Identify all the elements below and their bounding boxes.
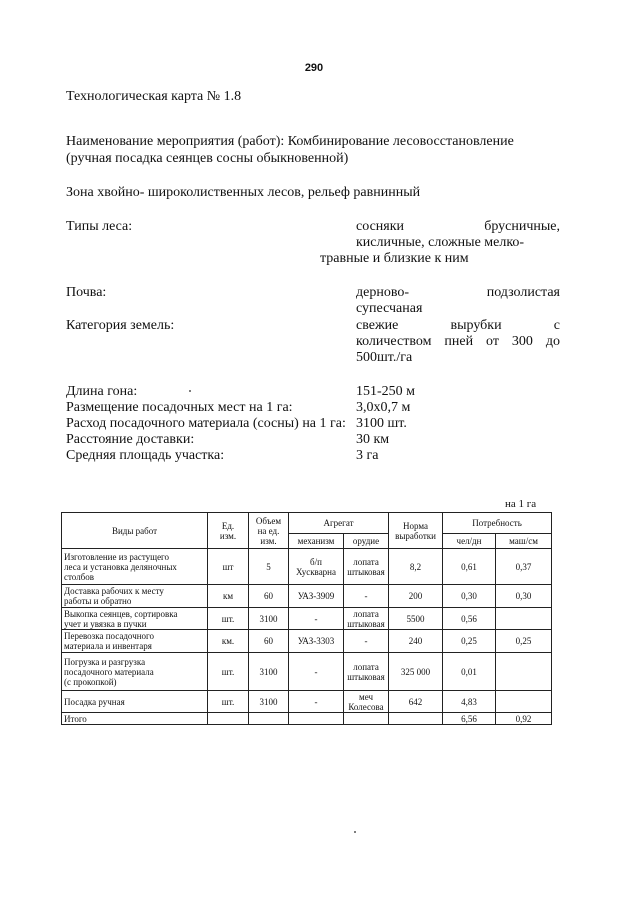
volume-cell: 3100 [249, 653, 289, 691]
mechanism-cell: - [289, 691, 344, 713]
man-days-cell: 0,61 [443, 549, 496, 585]
table-row [62, 653, 552, 691]
land-category-line-1: свежие вырубки с [356, 318, 560, 333]
work-table [61, 512, 552, 725]
tool-cell: - [344, 630, 389, 653]
scan-speck [354, 831, 356, 833]
tool-cell: лопата штыковая [344, 653, 389, 691]
consumption-label: Расход посадочного материала (сосны) на 1 га: [66, 416, 346, 431]
norm-cell: 8,2 [389, 549, 443, 585]
header-mach-shifts: маш/см [496, 534, 552, 549]
table-row [62, 691, 552, 713]
card-title: Технологическая карта № 1.8 [66, 89, 242, 104]
placement-label: Размещение посадочных мест на 1 га: [66, 400, 293, 415]
empty-cell [249, 713, 289, 725]
mechanism-cell: б/п Хускварна [289, 549, 344, 585]
land-category-line-3: 500шт./га [356, 350, 413, 365]
table-row [62, 585, 552, 608]
header-man-days: чел/дн [443, 534, 496, 549]
distance-value: 30 км [356, 432, 390, 447]
man-days-cell: 0,30 [443, 585, 496, 608]
total-label: Итого [62, 713, 208, 725]
unit-note: на 1 га [505, 498, 537, 510]
consumption-value: 3100 шт. [356, 416, 407, 431]
mach-shifts-cell: 0,30 [496, 585, 552, 608]
empty-cell [344, 713, 389, 725]
forest-types-line-3: травные и близкие к ним [320, 251, 469, 266]
unit-cell: шт. [208, 653, 249, 691]
forest-types-line-1: сосняки брусничные, [356, 219, 560, 234]
work-cell: Перевозка посадочного материала и инвентаря [62, 630, 208, 653]
empty-cell [208, 713, 249, 725]
activity-line-2: (ручная посадка сеянцев сосны обыкновенной) [66, 151, 349, 166]
mechanism-cell: УАЗ-3303 [289, 630, 344, 653]
header-norm: Норма выработки [389, 513, 443, 549]
table-row [62, 608, 552, 630]
run-length-label: Длина гона: [66, 384, 138, 399]
soil-label: Почва: [66, 285, 107, 300]
norm-cell: 325 000 [389, 653, 443, 691]
avg-area-value: 3 га [356, 448, 379, 463]
volume-cell: 3100 [249, 608, 289, 630]
unit-cell: шт [208, 549, 249, 585]
mechanism-cell: - [289, 653, 344, 691]
empty-cell [389, 713, 443, 725]
total-mach-shifts: 0,92 [496, 713, 552, 725]
norm-cell: 642 [389, 691, 443, 713]
header-aggregate: Агрегат [289, 513, 389, 534]
work-cell: Посадка ручная [62, 691, 208, 713]
tool-cell: лопата штыковая [344, 608, 389, 630]
tool-cell: меч Колесова [344, 691, 389, 713]
mach-shifts-cell: 0,37 [496, 549, 552, 585]
header-need: Потребность [443, 513, 552, 534]
empty-cell [289, 713, 344, 725]
header-volume: Объем на ед. изм. [249, 513, 289, 549]
man-days-cell: 0,25 [443, 630, 496, 653]
header-row-1 [62, 513, 552, 534]
soil-line-2: супесчаная [356, 301, 423, 316]
avg-area-label: Средняя площадь участка: [66, 448, 225, 463]
mach-shifts-cell [496, 608, 552, 630]
header-mechanism: механизм [289, 534, 344, 549]
header-unit: Ед. изм. [208, 513, 249, 549]
run-length-value: 151-250 м [356, 384, 416, 399]
mach-shifts-cell: 0,25 [496, 630, 552, 653]
mach-shifts-cell [496, 691, 552, 713]
unit-cell: шт. [208, 691, 249, 713]
scan-speck [189, 390, 191, 392]
volume-cell: 5 [249, 549, 289, 585]
header-works: Виды работ [62, 513, 208, 549]
page-number: 290 [304, 62, 324, 74]
volume-cell: 60 [249, 585, 289, 608]
zone-line: Зона хвойно- широколиственных лесов, рельеф равнинный [66, 185, 421, 200]
norm-cell: 240 [389, 630, 443, 653]
soil-line-1: дерново- подзолистая [356, 285, 560, 300]
placement-value: 3,0х0,7 м [356, 400, 411, 415]
man-days-cell: 0,01 [443, 653, 496, 691]
distance-label: Расстояние доставки: [66, 432, 195, 447]
unit-cell: км. [208, 630, 249, 653]
mach-shifts-cell [496, 653, 552, 691]
forest-types-line-2: кисличные, сложные мелко- [356, 235, 525, 250]
volume-cell: 3100 [249, 691, 289, 713]
norm-cell: 5500 [389, 608, 443, 630]
table-row [62, 549, 552, 585]
work-cell: Доставка рабочих к месту работы и обратно [62, 585, 208, 608]
work-cell: Выкопка сеянцев, сортировка учет и увязка в пучки [62, 608, 208, 630]
unit-cell: км [208, 585, 249, 608]
volume-cell: 60 [249, 630, 289, 653]
work-cell: Изготовление из растущего леса и установка деляночных столбов [62, 549, 208, 585]
tool-cell: лопата штыковая [344, 549, 389, 585]
total-man-days: 6,56 [443, 713, 496, 725]
header-tool: орудие [344, 534, 389, 549]
forest-types-label: Типы леса: [66, 219, 133, 234]
man-days-cell: 0,56 [443, 608, 496, 630]
unit-cell: шт. [208, 608, 249, 630]
activity-line-1: Наименование мероприятия (работ): Комбинирование лесовосстановление [66, 134, 514, 149]
mechanism-cell: УАЗ-3909 [289, 585, 344, 608]
total-row [62, 713, 552, 725]
mechanism-cell: - [289, 608, 344, 630]
norm-cell: 200 [389, 585, 443, 608]
man-days-cell: 4,83 [443, 691, 496, 713]
table-row [62, 630, 552, 653]
land-category-line-2: количеством пней от 300 до [356, 334, 560, 349]
land-category-label: Категория земель: [66, 318, 175, 333]
work-cell: Погрузка и разгрузка посадочного материала (с прокопкой) [62, 653, 208, 691]
tool-cell: - [344, 585, 389, 608]
